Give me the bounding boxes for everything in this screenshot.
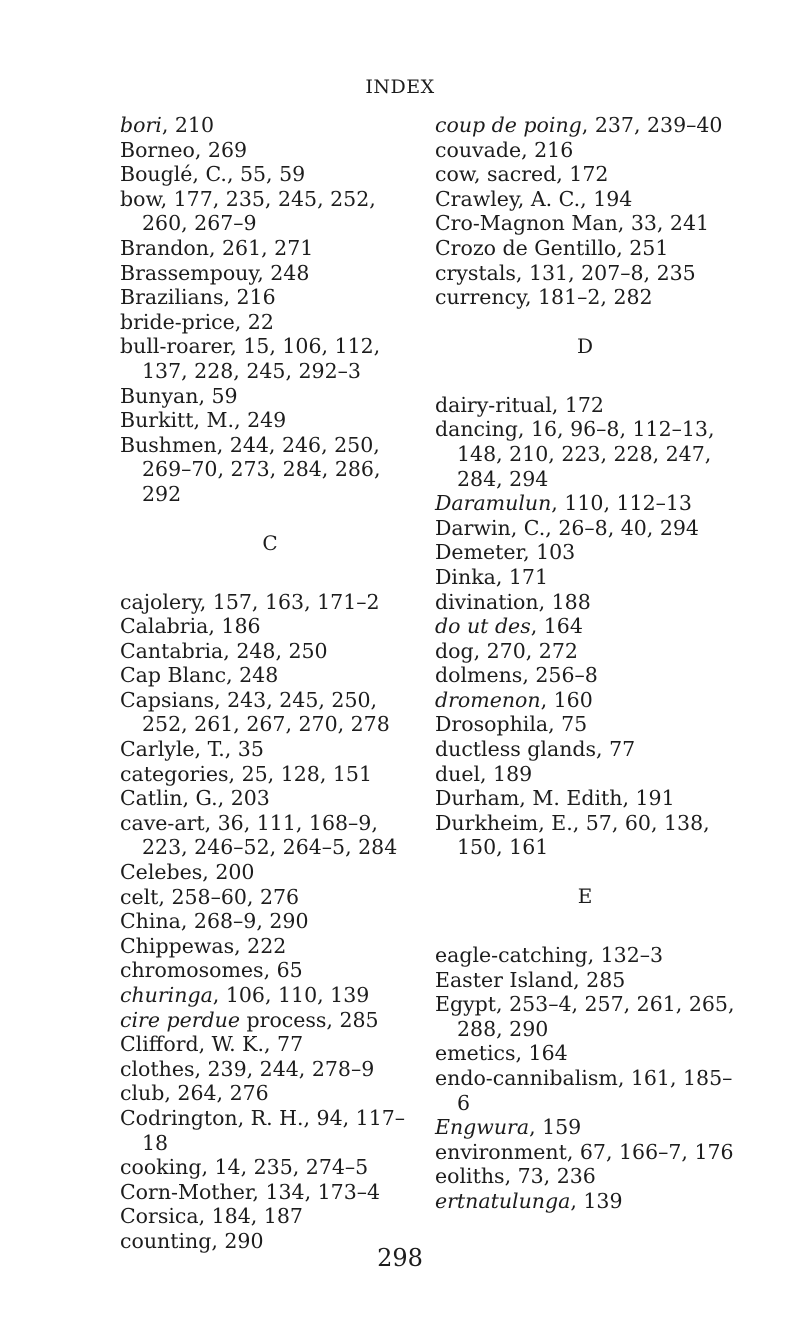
- index-term: bow: [120, 186, 161, 211]
- index-entry: [120, 885, 420, 910]
- index-entry: [120, 285, 420, 310]
- index-entry: [120, 811, 420, 860]
- index-page-refs: , 161, 185–6: [457, 1066, 733, 1115]
- index-entry: [120, 162, 420, 187]
- index-term: Carlyle, T.: [120, 737, 225, 762]
- index-page-refs: , 210: [161, 113, 214, 137]
- index-entry: [435, 1189, 735, 1214]
- index-entry: [120, 909, 420, 934]
- index-page-refs: , 258–60, 276: [158, 884, 300, 909]
- index-page-refs: , 22: [234, 309, 274, 334]
- index-page-refs: , 270, 272: [473, 638, 578, 663]
- index-term: ductless glands: [435, 737, 597, 762]
- index-page-refs: , 290: [211, 1228, 264, 1253]
- index-entry: [435, 737, 735, 762]
- index-term: Bunyan: [120, 383, 199, 408]
- index-entry: [435, 614, 735, 639]
- index-entry: [120, 983, 420, 1008]
- index-entry: [435, 417, 735, 491]
- index-term: eagle-catching: [435, 943, 588, 968]
- index-page-refs: , 159: [529, 1115, 582, 1140]
- index-term: cajolery: [120, 589, 200, 614]
- index-term: currency: [435, 285, 525, 310]
- index-term: cooking: [120, 1155, 202, 1180]
- index-page-refs: , 251: [616, 235, 669, 260]
- index-entry: [435, 261, 735, 286]
- index-term: Codrington, R. H.: [120, 1105, 304, 1130]
- index-page-refs: , 177, 235, 245, 252, 260, 267–9: [142, 186, 376, 236]
- index-page-refs: , 25, 128, 151: [228, 761, 372, 786]
- index-entry: [120, 1032, 420, 1057]
- index-page-refs: , 239, 244, 278–9: [194, 1056, 375, 1081]
- index-page-refs: , 16, 96–8, 112–13, 148, 210, 223, 228, 247, 284, 294: [457, 417, 715, 491]
- index-page-refs: , 33, 241: [617, 211, 710, 236]
- index-entry: [435, 1115, 735, 1140]
- index-page-refs: , 77: [264, 1032, 304, 1057]
- index-term: Bouglé, C.: [120, 162, 227, 187]
- index-term: Clifford, W. K.: [120, 1032, 265, 1057]
- index-entry: [120, 1081, 420, 1106]
- index-entry: [120, 860, 420, 885]
- index-page-refs: , 203: [217, 786, 270, 811]
- index-page-refs: , 94, 117–18: [142, 1105, 406, 1155]
- index-page-refs: , 26–8, 40, 294: [545, 515, 699, 540]
- index-page-refs: , 249: [234, 408, 287, 433]
- index-term: duel: [435, 761, 481, 786]
- index-entry: [435, 1164, 735, 1189]
- index-page-refs: , 36, 111, 168–9, 223, 246–52, 264–5, 284: [142, 810, 398, 860]
- index-page-refs: , 157, 163, 171–2: [199, 589, 380, 614]
- index-entry: [120, 639, 420, 664]
- index-entry: [120, 261, 420, 286]
- index-term: Burkitt, M.: [120, 408, 235, 433]
- index-page-refs: , 172: [556, 162, 609, 187]
- index-term: Cantabria: [120, 638, 224, 663]
- index-page-refs: , 134, 173–4: [252, 1179, 381, 1204]
- index-entry: [120, 187, 420, 236]
- index-entry: [120, 958, 420, 983]
- index-entry: [435, 138, 735, 163]
- index-page-refs: , 188: [538, 589, 591, 614]
- index-page-refs: , 268–9, 290: [180, 909, 309, 934]
- index-column-right: [435, 113, 735, 1214]
- index-term: bori: [120, 113, 162, 137]
- index-page-refs: , 131, 207–8, 235: [515, 260, 696, 285]
- index-page-refs: , 261, 271: [208, 235, 314, 260]
- index-term: crystals: [435, 260, 516, 285]
- index-term: Corsica: [120, 1204, 199, 1229]
- index-page-refs: , 194: [580, 186, 633, 211]
- index-entry: [435, 762, 735, 787]
- index-term: club: [120, 1081, 165, 1106]
- index-entry: [120, 688, 420, 737]
- index-entry: [435, 943, 735, 968]
- index-term: dairy-ritual: [435, 392, 552, 417]
- index-term: Calabria: [120, 614, 209, 639]
- index-page-refs: , 181–2, 282: [524, 285, 653, 310]
- index-term: dancing: [435, 417, 518, 442]
- index-page-refs: , 73, 236: [504, 1164, 596, 1189]
- index-term: Daramulun: [435, 491, 552, 516]
- index-term: dolmens: [435, 663, 523, 688]
- index-entry: [120, 433, 420, 507]
- index-page-refs: , 65: [263, 958, 303, 983]
- index-entry: [435, 516, 735, 541]
- index-page-refs: , 139: [570, 1188, 623, 1213]
- index-entry: [435, 211, 735, 236]
- index-entry: [120, 663, 420, 688]
- index-term: Cro-Magnon Man: [435, 211, 618, 236]
- index-entry: [435, 162, 735, 187]
- index-term: cire perdue: [120, 1007, 240, 1032]
- section-letter: E: [577, 884, 593, 909]
- index-page-refs: , 243, 245, 250, 252, 261, 267, 270, 278: [142, 687, 390, 737]
- index-term: emetics: [435, 1041, 516, 1066]
- index-page-refs: , 110, 112–13: [551, 491, 692, 516]
- index-column-left: [120, 113, 420, 1254]
- index-entry: [120, 590, 420, 615]
- index-term: Egypt: [435, 992, 497, 1017]
- index-entry: [120, 786, 420, 811]
- index-page-refs: , 285: [573, 967, 626, 992]
- index-term: do ut des: [435, 614, 531, 639]
- index-entry: [120, 614, 420, 639]
- index-term: Brassempouy: [120, 260, 258, 285]
- index-entry: [435, 113, 735, 138]
- index-entry: [120, 334, 420, 383]
- index-page-refs: , 171: [495, 564, 549, 589]
- index-term: Catlin, G.: [120, 786, 218, 811]
- index-page-refs: , 189: [480, 761, 533, 786]
- index-term: bride-price: [120, 309, 235, 334]
- index-entry: [435, 540, 735, 565]
- index-entry: [435, 565, 735, 590]
- index-page-refs: , 35: [224, 737, 264, 762]
- index-term: Brazilians: [120, 285, 224, 310]
- index-entry: [435, 187, 735, 212]
- index-term: dromenon: [435, 687, 541, 712]
- index-page-refs: , 248: [226, 663, 279, 688]
- index-term: Engwura: [435, 1115, 530, 1140]
- page-number: 298: [377, 1244, 423, 1272]
- index-entry: [435, 590, 735, 615]
- index-term: ertnatulunga: [435, 1188, 571, 1213]
- index-page-refs: , 222: [234, 933, 287, 958]
- index-page-refs: , 59: [198, 383, 238, 408]
- index-page-refs: , 191: [622, 786, 675, 811]
- index-entry: [120, 1155, 420, 1180]
- index-entry: [435, 491, 735, 516]
- index-term: Corn-Mother: [120, 1179, 253, 1204]
- index-term: cave-art: [120, 810, 205, 835]
- index-page-refs: , 184, 187: [198, 1204, 303, 1229]
- index-entry: [120, 138, 420, 163]
- page-header: INDEX: [365, 76, 435, 98]
- index-entry: [435, 393, 735, 418]
- index-page-refs: , 103: [523, 540, 576, 565]
- index-entry: [435, 663, 735, 688]
- index-term: Bushmen: [120, 432, 217, 457]
- index-page-refs: , 55, 59: [226, 162, 306, 187]
- index-term: endo-cannibalism: [435, 1066, 618, 1090]
- index-entry: [435, 786, 735, 811]
- index-page-refs: , 253–4, 257, 261, 265, 288, 290: [457, 992, 735, 1041]
- index-term: Dinka: [435, 564, 496, 589]
- index-entry: [120, 1008, 420, 1033]
- index-page-refs: , 160: [540, 687, 593, 712]
- index-entry: [435, 285, 735, 310]
- index-entry: [435, 712, 735, 737]
- index-term: Borneo: [120, 137, 195, 162]
- index-entry: [435, 811, 735, 860]
- index-entry: [435, 968, 735, 993]
- index-page-refs: , 172: [551, 392, 604, 417]
- index-term: Crozo de Gentillo: [435, 235, 617, 260]
- index-page-refs: , 164: [530, 614, 583, 639]
- index-page-refs: , 269: [194, 137, 248, 162]
- index-page-refs: , 237, 239–40: [581, 113, 723, 137]
- index-term: celt: [120, 884, 159, 909]
- index-term: Drosophila: [435, 712, 549, 737]
- index-page-refs: , 57, 60, 138, 150, 161: [457, 810, 710, 860]
- index-term: Capsians: [120, 687, 215, 712]
- index-term: Celebes: [120, 860, 203, 885]
- index-term: Durkheim, E.: [435, 810, 573, 835]
- index-page-refs: , 14, 235, 274–5: [201, 1155, 369, 1180]
- index-term: categories: [120, 761, 229, 786]
- index-term: Demeter: [435, 540, 524, 565]
- index-page-refs: , 264, 276: [164, 1081, 269, 1106]
- index-page-refs: , 132–3: [587, 943, 664, 968]
- index-page-refs: , 77: [596, 737, 636, 762]
- index-page-refs: process, 285: [240, 1007, 379, 1032]
- index-page-refs: , 186: [208, 614, 261, 639]
- index-term: couvade: [435, 137, 522, 162]
- index-term: coup de poing: [435, 113, 582, 137]
- index-page-refs: , 244, 246, 250, 269–70, 273, 284, 286, 292: [142, 432, 381, 506]
- index-page-refs: , 75: [548, 712, 588, 737]
- section-letter: C: [262, 530, 278, 555]
- index-term: Crawley, A. C.: [435, 186, 581, 211]
- index-term: chromosomes: [120, 958, 264, 983]
- index-term: eoliths: [435, 1164, 505, 1189]
- index-entry: [435, 688, 735, 713]
- index-entry: [435, 1041, 735, 1066]
- index-entry: [435, 639, 735, 664]
- index-entry: [120, 1204, 420, 1229]
- index-entry: [120, 934, 420, 959]
- index-page-refs: , 256–8: [522, 663, 598, 688]
- index-entry: [435, 1140, 735, 1165]
- index-term: counting: [120, 1228, 212, 1253]
- index-term: Chippewas: [120, 933, 235, 958]
- index-term: Easter Island: [435, 967, 574, 992]
- index-entry: [120, 384, 420, 409]
- index-page-refs: , 106, 110, 139: [212, 983, 370, 1007]
- index-term: clothes: [120, 1056, 195, 1081]
- index-term: Brandon: [120, 235, 209, 260]
- index-entry: [120, 1106, 420, 1155]
- index-entry: [120, 1180, 420, 1205]
- index-page-refs: , 248: [257, 260, 310, 285]
- index-page-refs: , 248, 250: [223, 638, 328, 663]
- index-term: divination: [435, 589, 539, 614]
- index-entry: [435, 1066, 735, 1115]
- index-entry: [435, 236, 735, 261]
- index-entry: [120, 113, 420, 138]
- index-term: Cap Blanc: [120, 663, 227, 688]
- index-page-refs: , 67, 166–7, 176: [566, 1139, 734, 1164]
- index-page-refs: , 15, 106, 112, 137, 228, 245, 292–3: [142, 334, 381, 383]
- index-page-refs: , 216: [521, 137, 574, 162]
- index-term: churinga: [120, 983, 213, 1007]
- index-term: cow, sacred: [435, 162, 557, 187]
- index-term: Darwin, C.: [435, 515, 546, 540]
- index-term: environment: [435, 1139, 567, 1164]
- index-entry: [120, 1057, 420, 1082]
- index-entry: [120, 737, 420, 762]
- index-page-refs: , 164: [515, 1041, 568, 1066]
- index-term: dog: [435, 638, 474, 663]
- index-term: China: [120, 909, 181, 934]
- index-entry: [120, 310, 420, 335]
- index-page-refs: , 216: [223, 285, 276, 310]
- section-letter: D: [576, 333, 594, 358]
- index-entry: [120, 236, 420, 261]
- index-term: bull-roarer: [120, 334, 231, 359]
- index-term: Durham, M. Edith: [435, 786, 623, 811]
- index-page-refs: , 200: [202, 860, 255, 885]
- index-entry: [435, 992, 735, 1041]
- index-entry: [120, 762, 420, 787]
- index-entry: [120, 408, 420, 433]
